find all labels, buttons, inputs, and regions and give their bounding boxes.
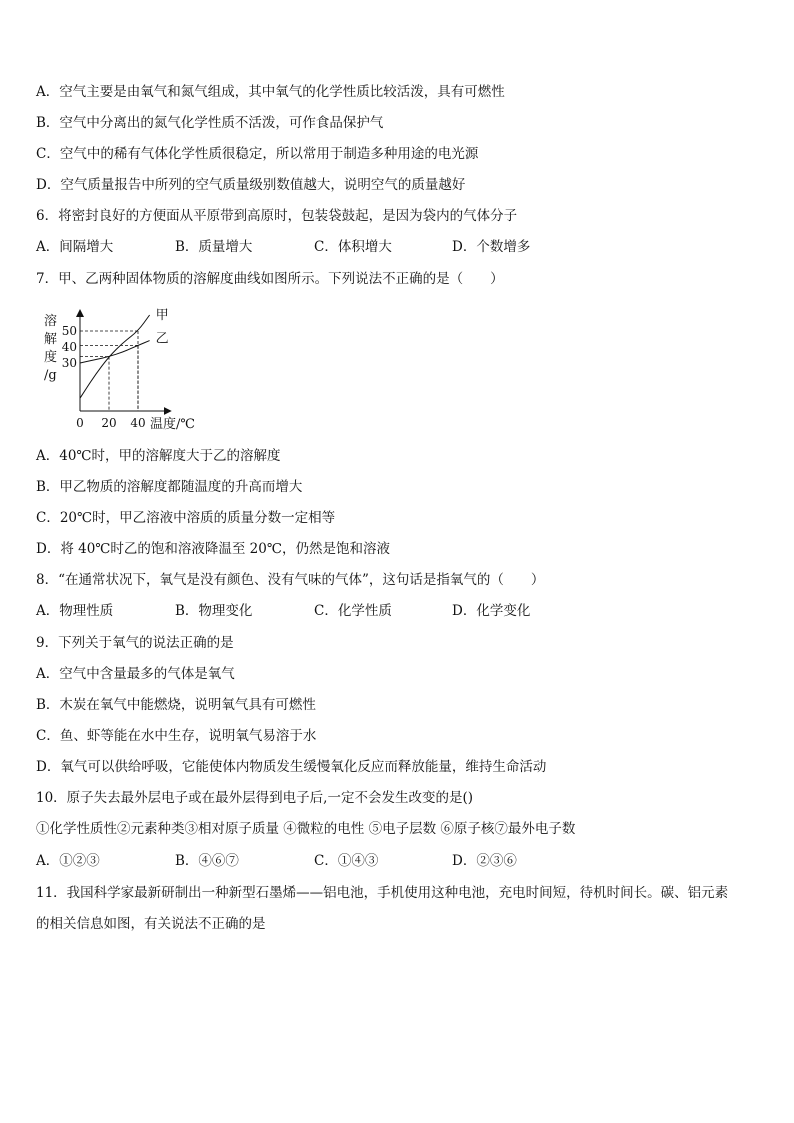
- y-tick-label: 40: [61, 340, 77, 354]
- x-axis-label: 温度/℃: [150, 417, 195, 432]
- tick-labels: [62, 324, 146, 430]
- q5-option-b: B．空气中分离出的氮气化学性质不活泼，可作食品保护气: [36, 115, 384, 131]
- x-tick-label: 0: [76, 416, 84, 430]
- q6-option-a: A．间隔增大: [36, 239, 114, 255]
- guide-lines: [80, 331, 138, 411]
- q11-line2: 的相关信息如图，有关说法不正确的是: [36, 916, 266, 932]
- q7-option-d: D．将 40℃时乙的饱和溶液降温至 20℃，仍然是饱和溶液: [36, 541, 390, 557]
- q6-stem: 6．将密封良好的方便面从平原带到高原时，包装袋鼓起，是因为袋内的气体分子: [36, 208, 518, 224]
- y-axis-label-char: 度: [44, 350, 58, 365]
- q6-option-b: B．质量增大: [175, 239, 253, 255]
- y-axis-label-char: 解: [44, 332, 58, 347]
- q8-option-a: A．物理性质: [36, 603, 114, 619]
- q9-option-c: C．鱼、虾等能在水中生存，说明氧气易溶于水: [36, 728, 317, 744]
- q10-stem: 10．原子失去最外层电子或在最外层得到电子后,一定不会发生改变的是(): [36, 790, 474, 806]
- y-tick-label: 30: [61, 356, 77, 370]
- q7-option-b: B．甲乙物质的溶解度都随温度的升高而增大: [36, 479, 303, 495]
- q8-option-b: B．物理变化: [175, 603, 253, 619]
- q5-option-d: D．空气质量报告中所列的空气质量级别数值越大，说明空气的质量越好: [36, 177, 466, 193]
- q7-option-c: C．20℃时，甲乙溶液中溶质的质量分数一定相等: [36, 510, 336, 526]
- y-axis-label-char: /g: [44, 368, 57, 383]
- q9-option-d: D．氧气可以供给呼吸，它能使体内物质发生缓慢氧化反应而释放能量，维持生命活动: [36, 759, 547, 775]
- q9-option-a: A．空气中含量最多的气体是氧气: [36, 666, 235, 682]
- series-label: 甲: [155, 308, 169, 323]
- solubility-chart: [36, 308, 226, 436]
- series-label: 乙: [155, 331, 169, 347]
- q5-option-c: C．空气中的稀有气体化学性质很稳定，所以常用于制造多种用途的电光源: [36, 146, 479, 162]
- q7-stem: 7．甲、乙两种固体物质的溶解度曲线如图所示。下列说法不正确的是（ ）: [36, 271, 504, 287]
- q8-stem: 8．“在通常状况下，氧气是没有颜色、没有气味的气体”，这句话是指氧气的（ ）: [36, 572, 545, 588]
- q10-option-b: B．④⑥⑦: [175, 853, 239, 869]
- q10-option-a: A．①②③: [36, 853, 100, 869]
- x-tick-label: 20: [101, 416, 117, 430]
- q6-option-d: D．个数增多: [452, 239, 531, 255]
- x-tick-label: 40: [130, 416, 146, 430]
- q9-stem: 9．下列关于氧气的说法正确的是: [36, 635, 234, 651]
- q8-option-c: C．化学性质: [314, 603, 392, 619]
- series-line-yi: [80, 341, 150, 363]
- q6-option-c: C．体积增大: [314, 239, 392, 255]
- y-tick-label: 50: [61, 324, 77, 338]
- q7-option-a: A．40℃时，甲的溶解度大于乙的溶解度: [36, 448, 281, 464]
- q8-option-d: D．化学变化: [452, 603, 531, 619]
- q5-option-a: A．空气主要是由氧气和氮气组成，其中氧气的化学性质比较活泼，具有可燃性: [36, 84, 505, 100]
- y-axis-label: [44, 313, 57, 383]
- q10-items: ①化学性质性②元素种类③相对原子质量 ④微粒的电性 ⑤电子层数 ⑥原子核⑦最外电子数: [36, 821, 576, 837]
- q9-option-b: B．木炭在氧气中能燃烧，说明氧气具有可燃性: [36, 697, 316, 713]
- y-axis-label-char: 溶: [44, 314, 58, 329]
- series: [80, 308, 169, 398]
- q10-option-d: D．②③⑥: [452, 853, 517, 869]
- q10-option-c: C．①④③: [314, 853, 379, 869]
- q11-line1: 11．我国科学家最新研制出一种新型石墨烯——铝电池，手机使用这种电池，充电时间短，待机时间长。碳、铝元素: [36, 885, 729, 901]
